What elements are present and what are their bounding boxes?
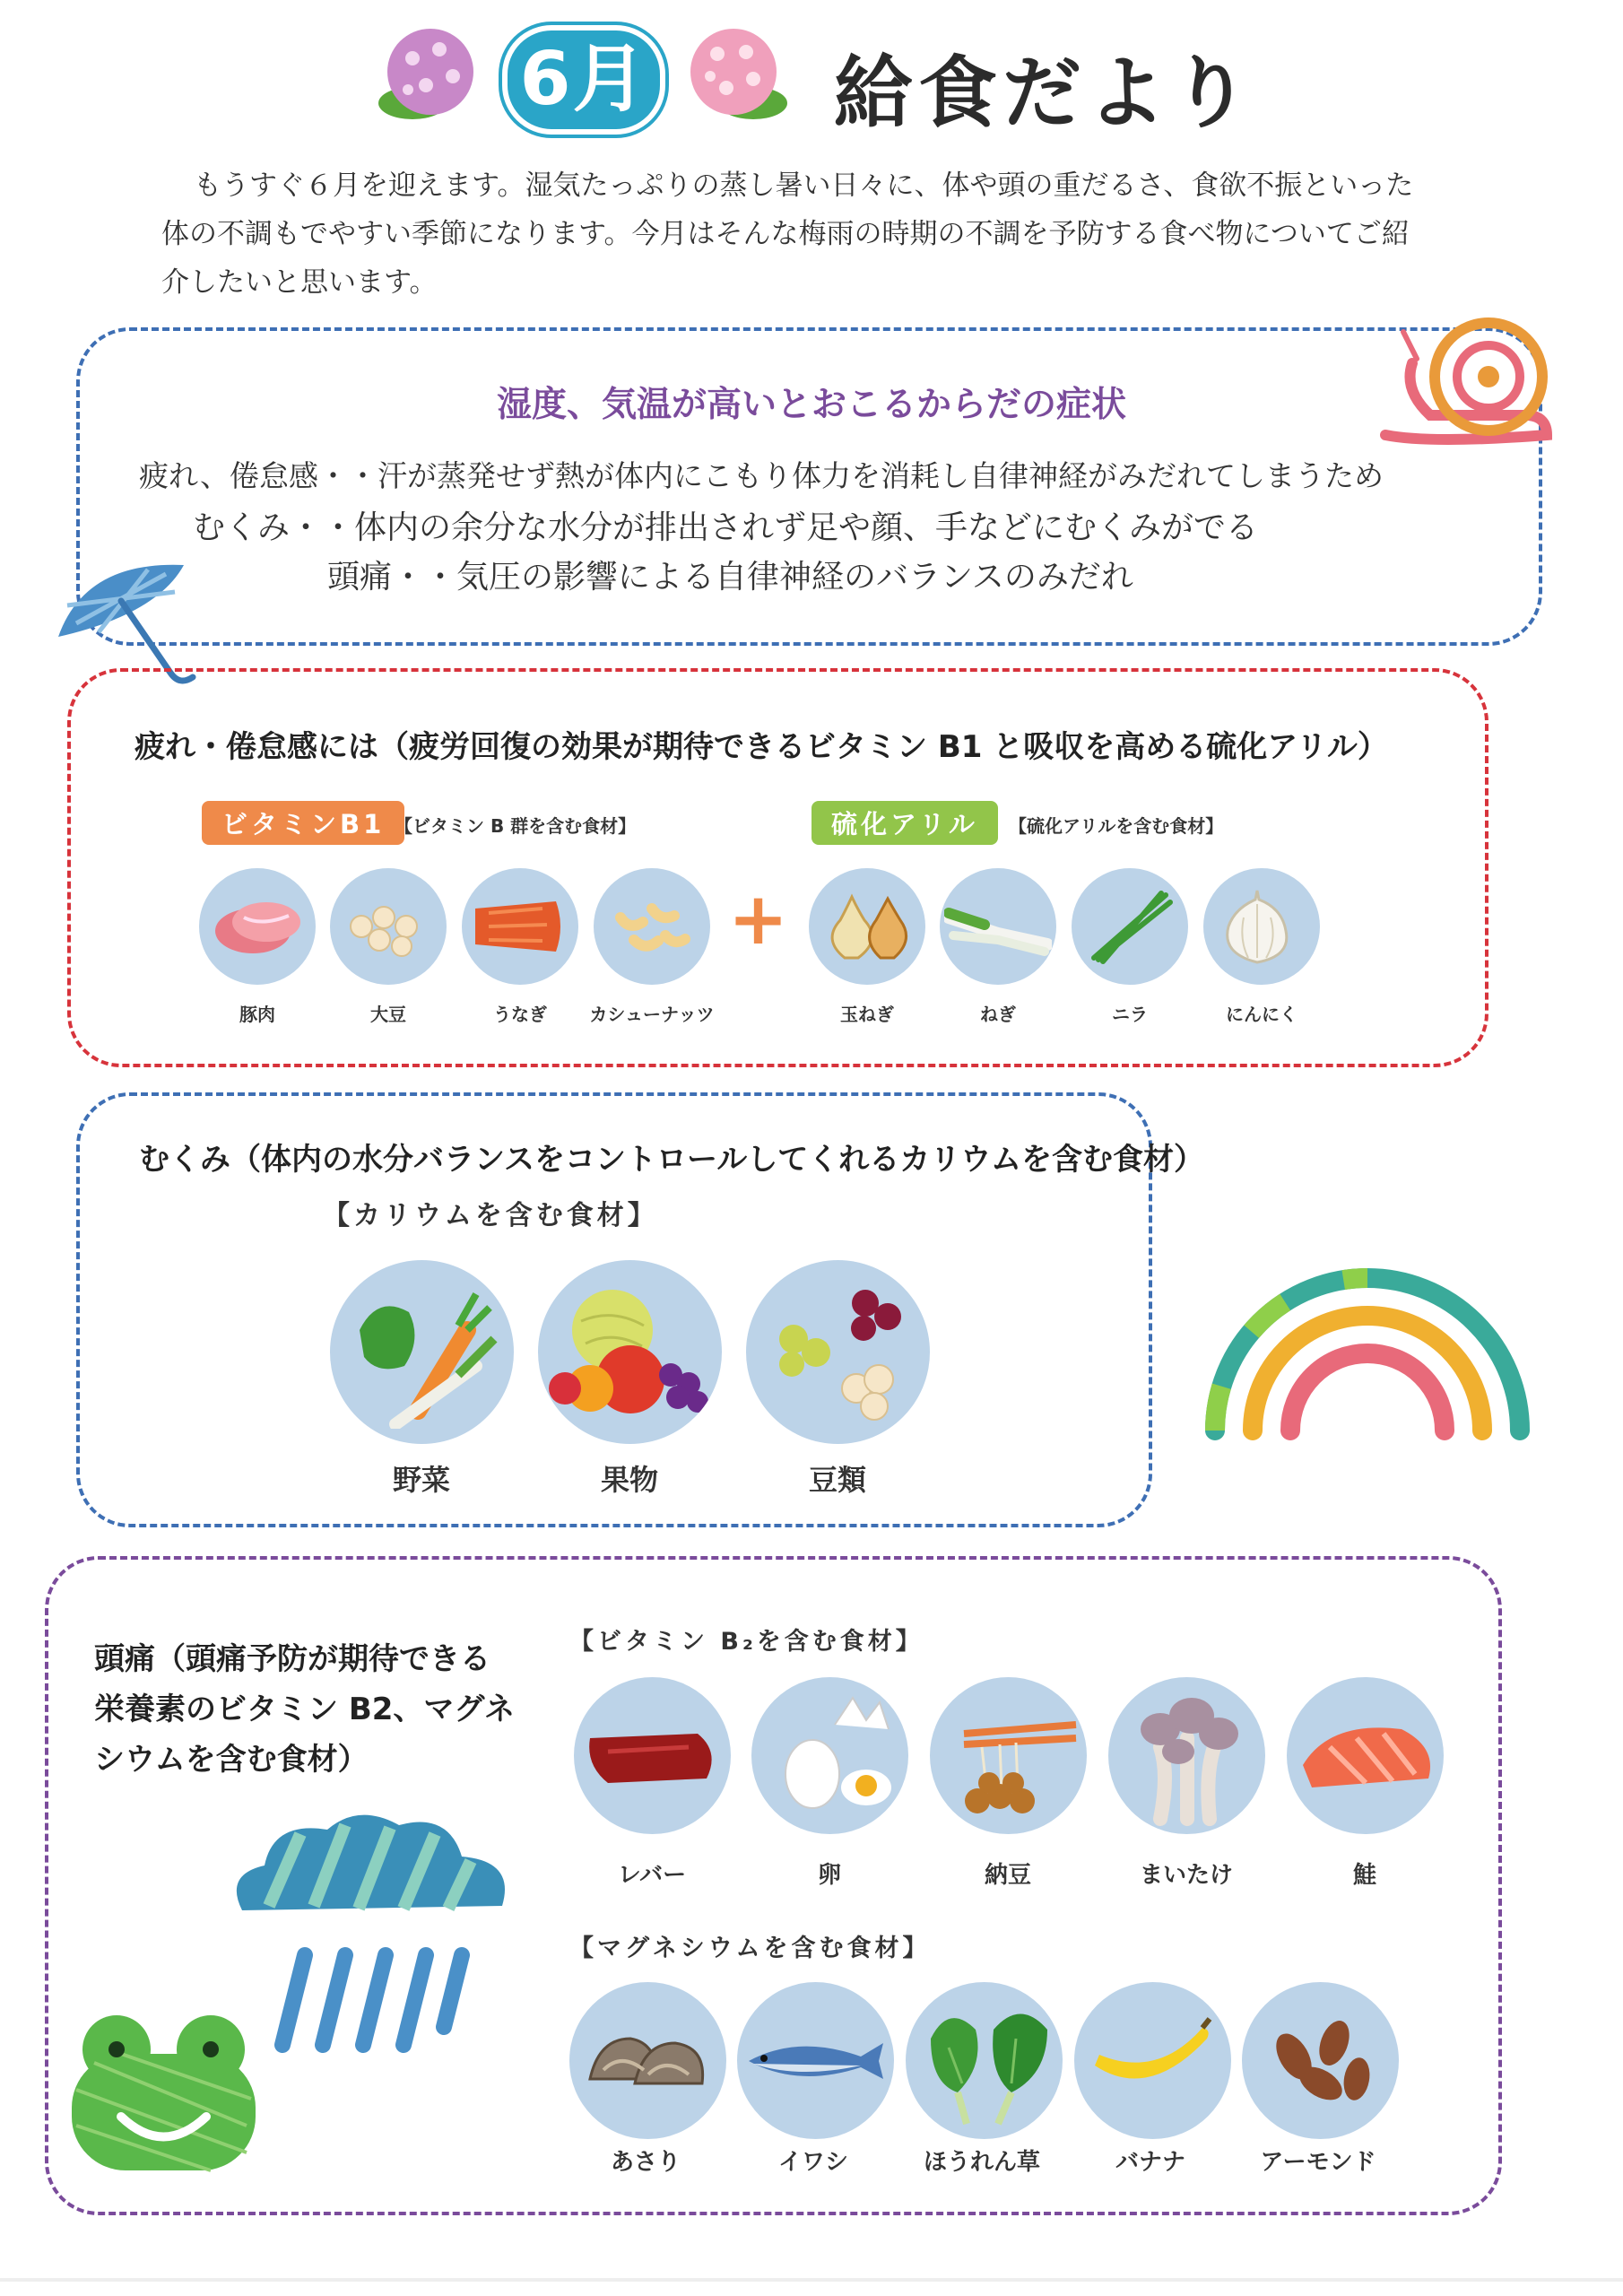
food-label: 大豆 [370,1004,406,1025]
fruits-icon [538,1260,722,1444]
hydrangea-left-icon [377,18,502,126]
food-label: イワシ [777,2149,848,2176]
rainbow-icon [1197,1251,1538,1448]
natto-icon [930,1677,1087,1834]
fatigue-title: 疲れ・倦怠感には（疲労回復の効果が期待できるビタミン B1 と吸収を高める硫化アリル） [135,729,1388,765]
food-label: 豚肉 [239,1004,275,1025]
intro-line: もうすぐ６月を迎えます。湿気たっぷりの蒸し暑い日々に、体や頭の重だるさ、食欲不振といった [194,170,1414,202]
intro-line: 体の不調もでやすい季節になります。今月はそんな梅雨の時期の不調を予防する食べ物についてご紹 [161,218,1410,250]
headache-title-line: シウムを含む食材） [94,1742,369,1778]
swelling-title: むくみ（体内の水分バランスをコントロールしてくれるカリウムを含む食材） [139,1142,1204,1178]
food-label: ほうれん草 [923,2149,1040,2176]
food-label: カシューナッツ [589,1004,715,1025]
symptom-headache: 頭痛・・気圧の影響による自律神経のバランスのみだれ [327,559,1133,596]
food-label: うなぎ [493,1004,547,1025]
frog-icon [67,2009,260,2175]
cashew-icon [594,868,710,985]
spinach-icon [906,1982,1063,2139]
food-label: ねぎ [980,1004,1016,1025]
rain-cloud-icon [215,1803,529,2063]
onion-icon [809,868,925,985]
salmon-icon [1287,1677,1444,1834]
food-label: あさり [610,2149,681,2176]
allyl-sulfide-note: 【硫化アリルを含む食材】 [1009,815,1224,837]
food-label: 納豆 [984,1862,1031,1889]
food-label: まいたけ [1139,1862,1233,1889]
vitamin-b1-tag: ビタミンB1 [202,801,404,845]
almond-icon [1242,1982,1399,2139]
garlic-icon [1203,868,1320,985]
food-label: 玉ねぎ [840,1004,894,1025]
green-onion-icon [940,868,1056,985]
month-badge: 6月 [502,25,665,135]
beans-icon [746,1260,930,1444]
vitamin-b1-note: 【ビタミン B 群を含む食材】 [395,815,637,837]
egg-icon [751,1677,908,1834]
symptoms-heading: 湿度、気温が高いとおこるからだの症状 [496,385,1126,425]
food-label: レバー [617,1862,687,1889]
food-label: バナナ [1115,2149,1185,2176]
snail-icon [1376,309,1556,462]
soybean-icon [330,868,447,985]
food-label: にんにく [1226,1004,1298,1025]
chinese-chive-icon [1072,868,1188,985]
food-label: 卵 [817,1862,841,1889]
sardine-icon [737,1982,894,2139]
food-label: アーモンド [1260,2149,1376,2176]
food-label: 豆類 [808,1463,866,1497]
allyl-sulfide-tag: 硫化アリル [812,801,998,845]
vitamin-b2-heading: 【ビタミン B₂を含む食材】 [569,1628,924,1656]
food-label: ニラ [1112,1004,1148,1025]
plus-icon: + [728,877,789,961]
food-label: 鮭 [1352,1862,1376,1889]
banana-icon [1074,1982,1231,2139]
eel-icon [462,868,578,985]
headache-title-line: 栄養素のビタミン B2、マグネ [94,1692,516,1727]
intro-text [161,161,1471,307]
clam-icon [569,1982,726,2139]
magnesium-heading: 【マグネシウムを含む食材】 [569,1935,931,1962]
potassium-heading: 【カリウムを含む食材】 [323,1200,658,1231]
headache-title [94,1634,515,1785]
food-label: 果物 [600,1463,658,1497]
headache-title-line: 頭痛（頭痛予防が期待できる [94,1641,490,1677]
footer-divider [0,2278,1623,2282]
vegetables-icon [330,1260,514,1444]
food-label: 野菜 [392,1463,450,1497]
symptom-swelling: むくみ・・体内の余分な水分が排出されず足や顔、手などにむくみがでる [193,509,1259,546]
intro-line: 介したいと思います。 [161,266,438,299]
liver-icon [574,1677,731,1834]
page-title: 給食だより [834,47,1256,139]
hydrangea-right-icon [664,18,789,126]
maitake-icon [1108,1677,1265,1834]
symptom-fatigue: 疲れ、倦怠感・・汗が蒸発せず熱が体内にこもり体力を消耗し自律神経がみだれてしまうため [139,458,1384,493]
pork-icon [199,868,316,985]
